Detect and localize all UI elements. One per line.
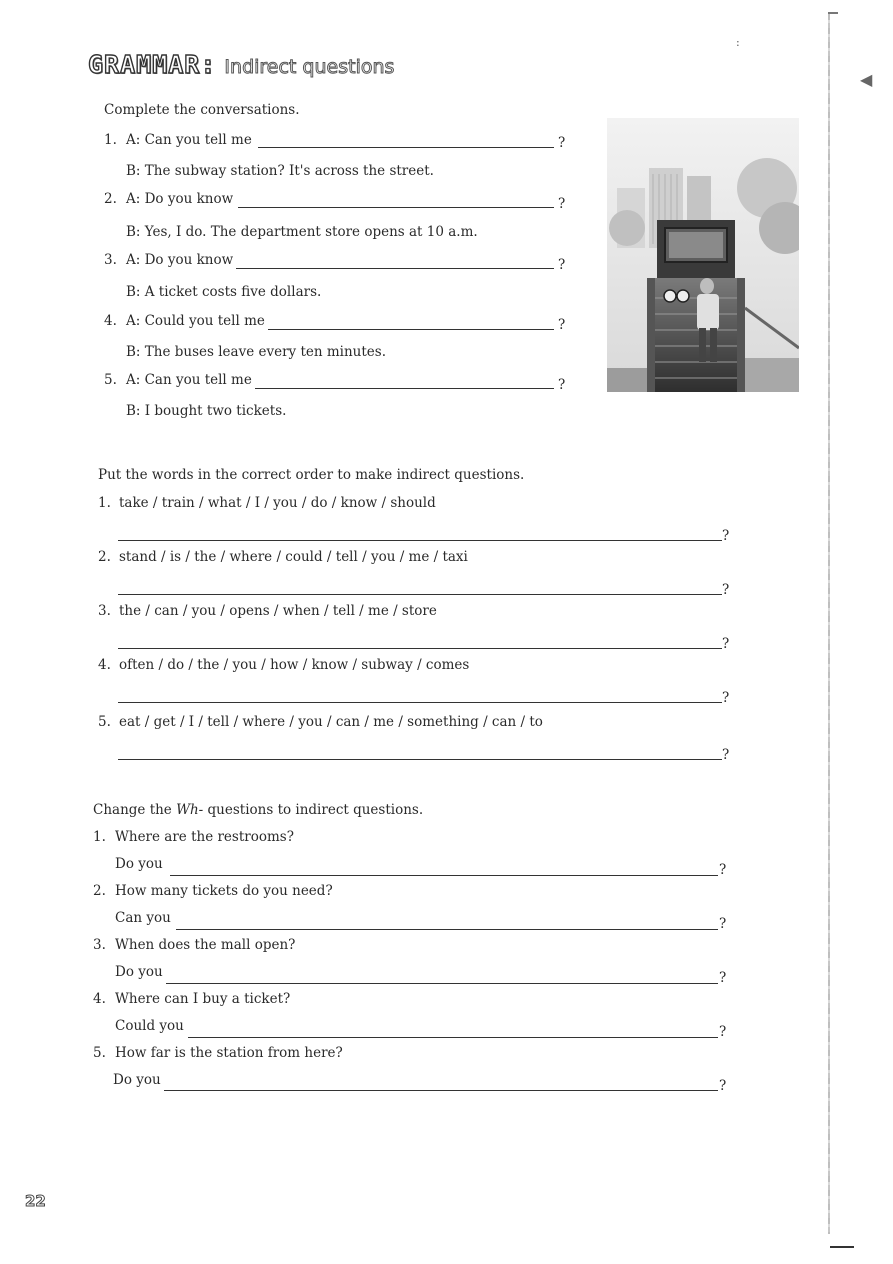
answer-blank[interactable] <box>164 1090 718 1091</box>
answer-blank[interactable] <box>118 702 722 703</box>
answer-blank[interactable] <box>118 648 722 649</box>
title-main: GRAMMAR: <box>88 50 217 79</box>
s2-words: the / can / you / opens / when / tell / me / store <box>119 603 437 619</box>
question-mark: ? <box>719 862 727 878</box>
s2-item-num: 4. <box>98 657 111 673</box>
subway-entrance-image <box>607 118 799 392</box>
question-mark: ? <box>558 135 566 151</box>
s3-question: Where are the restrooms? <box>115 829 294 845</box>
s1-line-b: B: The buses leave every ten minutes. <box>126 344 386 360</box>
question-mark: ? <box>719 970 727 986</box>
page-title <box>88 50 394 79</box>
s1-item-num: 4. <box>104 313 117 329</box>
question-mark: ? <box>719 1024 727 1040</box>
s3-question: When does the mall open? <box>115 937 296 953</box>
s2-item-num: 5. <box>98 714 111 730</box>
s3-start: Can you <box>115 910 171 926</box>
s3-start: Do you <box>115 856 163 872</box>
s1-line-b: B: Yes, I do. The department store opens at 10 a.m. <box>126 224 478 240</box>
answer-blank[interactable] <box>258 147 554 148</box>
s3-item-num: 3. <box>93 937 106 953</box>
section2-instruction: Put the words in the correct order to make indirect questions. <box>98 467 525 483</box>
s3-start: Do you <box>115 964 163 980</box>
scan-edge-bottom <box>830 1246 854 1248</box>
s3-start: Could you <box>115 1018 184 1034</box>
answer-blank[interactable] <box>118 759 722 760</box>
s3-item-num: 4. <box>93 991 106 1007</box>
answer-blank[interactable] <box>188 1037 718 1038</box>
s2-item-num: 3. <box>98 603 111 619</box>
s1-line-b: B: I bought two tickets. <box>126 403 287 419</box>
s2-item-num: 2. <box>98 549 111 565</box>
question-mark: ? <box>722 690 730 706</box>
question-mark: ? <box>558 377 566 393</box>
page-edge-tab: ◀ <box>860 70 873 89</box>
s1-line-a: A: Do you know <box>126 191 234 207</box>
s1-item-num: 1. <box>104 132 117 148</box>
s3-item-num: 5. <box>93 1045 106 1061</box>
question-mark: ? <box>719 1078 727 1094</box>
s3-question: Where can I buy a ticket? <box>115 991 291 1007</box>
s1-item-num: 2. <box>104 191 117 207</box>
question-mark: ? <box>722 528 730 544</box>
question-mark: ? <box>558 196 566 212</box>
answer-blank[interactable] <box>176 929 718 930</box>
s2-item-num: 1. <box>98 495 111 511</box>
answer-blank[interactable] <box>268 329 554 330</box>
answer-blank[interactable] <box>236 268 554 269</box>
subway-entrance-photo <box>607 118 799 392</box>
question-mark: ? <box>722 747 730 763</box>
answer-blank[interactable] <box>170 875 718 876</box>
s1-line-a: A: Could you tell me <box>126 313 265 329</box>
s2-words: often / do / the / you / how / know / subway / comes <box>119 657 470 673</box>
question-mark: ? <box>719 916 727 932</box>
question-mark: ? <box>722 582 730 598</box>
s1-line-a: A: Do you know <box>126 252 234 268</box>
s1-line-a: A: Can you tell me <box>126 372 252 388</box>
section1-instruction: Complete the conversations. <box>104 102 300 118</box>
answer-blank[interactable] <box>118 540 722 541</box>
s2-words: take / train / what / I / you / do / know / should <box>119 495 436 511</box>
question-mark: ? <box>558 257 566 273</box>
s3-item-num: 1. <box>93 829 106 845</box>
s3-item-num: 2. <box>93 883 106 899</box>
answer-blank[interactable] <box>166 983 718 984</box>
s2-words: eat / get / I / tell / where / you / can / me / something / can / to <box>119 714 543 730</box>
answer-blank[interactable] <box>255 388 554 389</box>
s1-line-b: B: The subway station? It's across the street. <box>126 163 434 179</box>
answer-blank[interactable] <box>238 207 554 208</box>
instruction-emphasis: Wh- <box>176 802 204 818</box>
question-mark: ? <box>558 317 566 333</box>
scan-edge-line <box>828 14 830 1234</box>
section3-instruction <box>93 802 423 818</box>
s3-start: Do you <box>113 1072 161 1088</box>
instruction-text: Change the <box>93 802 177 818</box>
title-sub: Indirect questions <box>224 56 395 78</box>
s1-line-a: A: Can you tell me <box>126 132 252 148</box>
s3-question: How far is the station from here? <box>115 1045 343 1061</box>
s1-line-b: B: A ticket costs five dollars. <box>126 284 322 300</box>
instruction-text: questions to indirect questions. <box>203 802 424 818</box>
s1-item-num: 5. <box>104 372 117 388</box>
page-number: 22 <box>25 1192 46 1210</box>
scan-mark: : <box>736 36 740 49</box>
question-mark: ? <box>722 636 730 652</box>
s3-question: How many tickets do you need? <box>115 883 333 899</box>
s1-item-num: 3. <box>104 252 117 268</box>
s2-words: stand / is / the / where / could / tell / you / me / taxi <box>119 549 468 565</box>
answer-blank[interactable] <box>118 594 722 595</box>
